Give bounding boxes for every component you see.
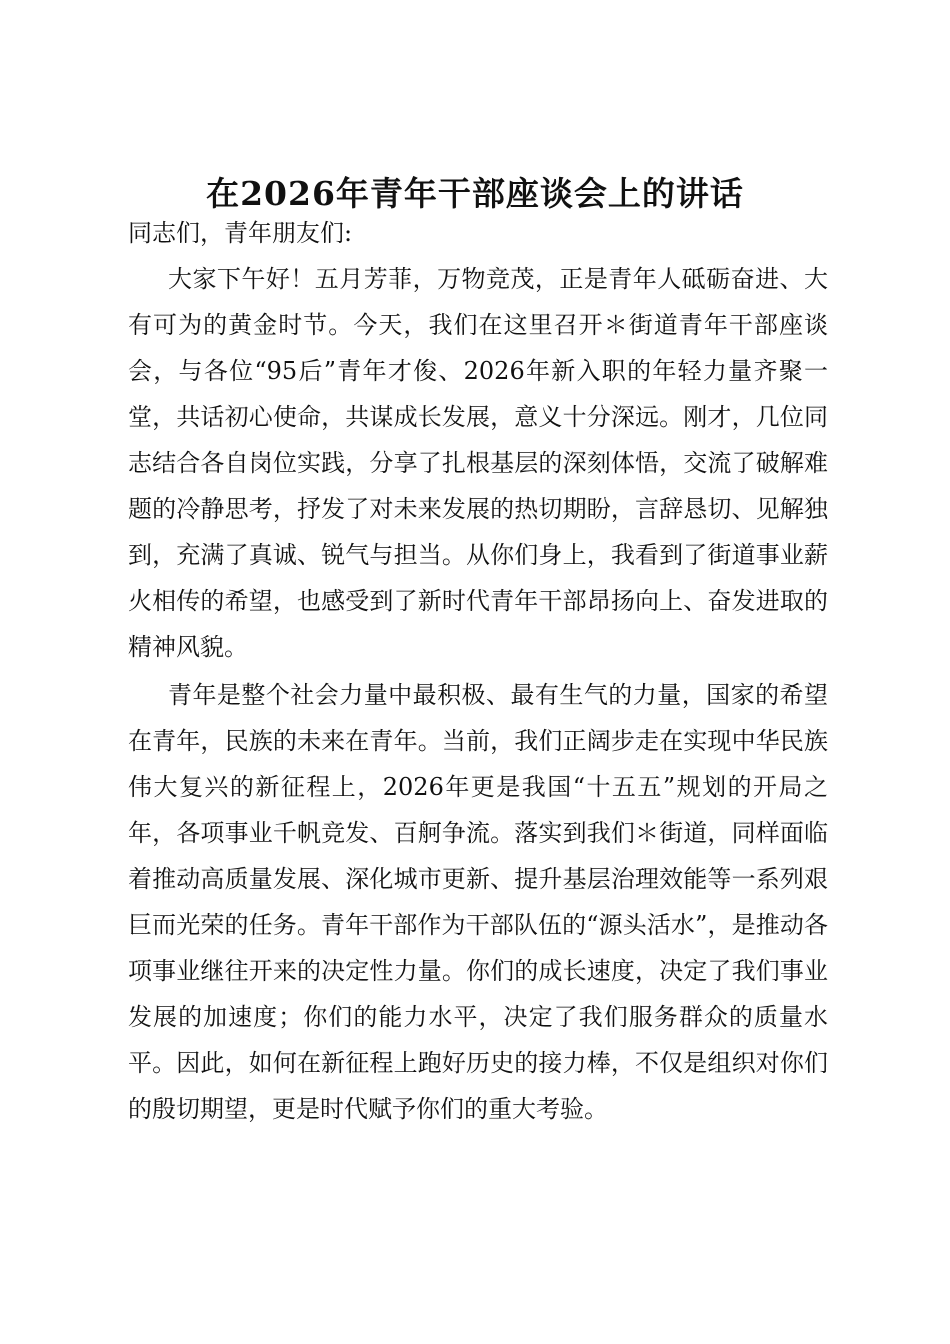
paragraph-1: 大家下午好！五月芳菲，万物竞茂，正是青年人砥砺奋进、大有可为的黄金时节。今天，我们在这里召开＊街道青年干部座谈会，与各位“95后”青年才俊、2026年新入职的年轻力量齐聚一堂，共话初心使命，共谋成长发展，意义十分深远。刚才，几位同志结合各自岗位实践，分享了扎根基层的深刻体悟，交流了破解难题的冷静思考，抒发了对未来发展的热切期盼，言辞恳切、见解独到，充满了真诚、锐气与担当。从你们身上，我看到了街道事业薪火相传的希望，也感受到了新时代青年干部昂扬向上、奋发进取的精神风貌。 [128,265,828,661]
document-title: 在2026年青年干部座谈会上的讲话 [206,174,744,213]
salutation: 同志们，青年朋友们: [128,219,353,247]
paragraph-2: 青年是整个社会力量中最积极、最有生气的力量，国家的希望在青年，民族的未来在青年。当前，我们正阔步走在实现中华民族伟大复兴的新征程上，2026年更是我国“十五五”规划的开局之年，各项事业千帆竞发、百舸争流。落实到我们＊街道，同样面临着推动高质量发展、深化城市更新、提升基层治理效能等一系列艰巨而光荣的任务。青年干部作为干部队伍的“源头活水”，是推动各项事业继往开来的决定性力量。你们的成长速度，决定了我们事业发展的加速度；你们的能力水平，决定了我们服务群众的质量水平。因此，如何在新征程上跑好历史的接力棒，不仅是组织对你们的殷切期望，更是时代赋予你们的重大考验。 [128,681,828,1123]
document-body [128,210,828,1132]
